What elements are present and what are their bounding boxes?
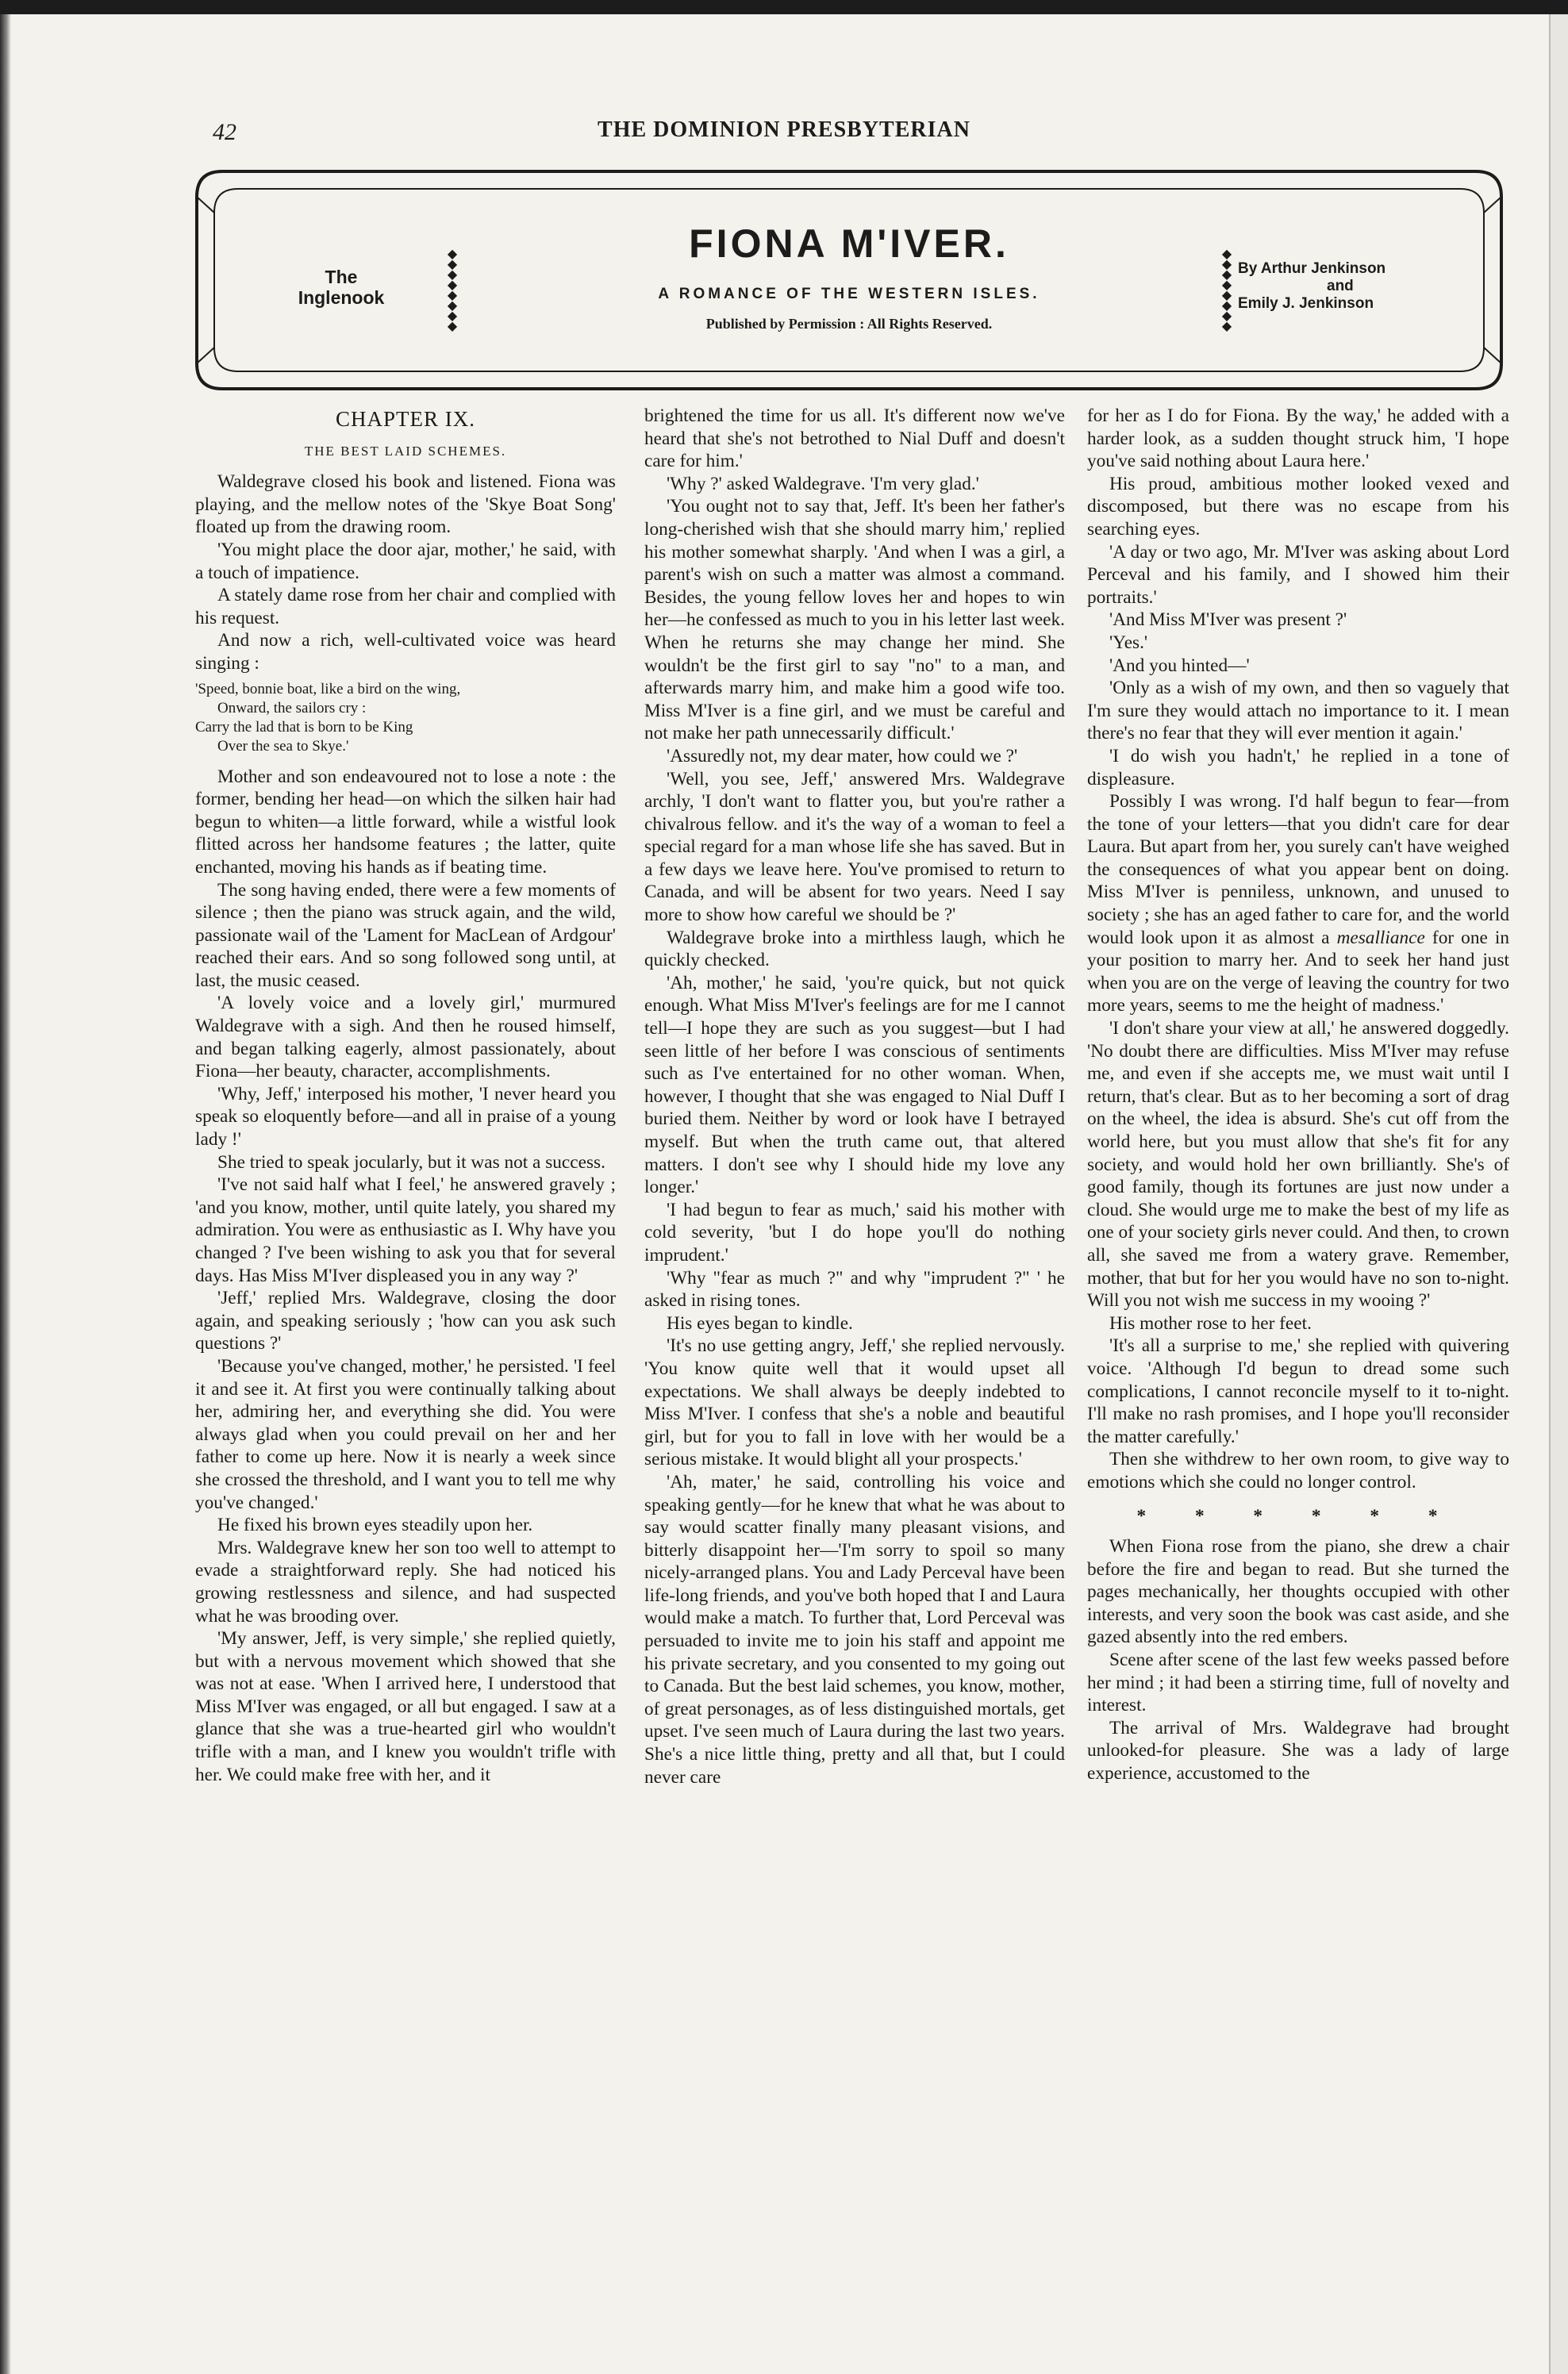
paragraph: 'Because you've changed, mother,' he persisted. 'I feel it and see it. At first you were continually talking about her, admiring her, and everything she did. You were always glad when you could prevail on her and her father to come up here. Now it is nearly a week since she crossed the threshold, and I want you to tell me why you've changed.' [195,1355,616,1513]
paragraph: She tried to speak jocularly, but it was not a success. [217,1151,605,1173]
scan-right-edge [1549,14,1568,2374]
story-title: FIONA M'IVER. [689,221,1009,266]
paragraph: 'I had begun to fear as much,' said his mother with cold severity, 'but I do hope you'll do nothing imprudent.' [644,1199,1065,1266]
ornament-dots-right: ◆ ◆ ◆ ◆ ◆ ◆ ◆ ◆ [1221,248,1232,333]
paragraph: 'Why, Jeff,' interposed his mother, 'I never heard you speak so eloquently before—and all in praise of a young lady !' [195,1083,616,1151]
paragraph: 'It's all a surprise to me,' she replied with quivering voice. 'Although I'd begun to dread some such complications, I cannot reconcile myself to it to-night. I'll make no rash promises, and I hope you'll reconsider the matter carefully.' [1087,1335,1509,1447]
paragraph: Mrs. Waldegrave knew her son too well to attempt to evade a straightforward reply. She had noticed his growing restlessness and silence, and had suspected what he was brooding over. [195,1537,616,1627]
chapter-heading: CHAPTER IX. [335,407,475,431]
paragraph: 'My answer, Jeff, is very simple,' she replied quietly, but with a nervous movement which showed that she was not at ease. 'When I arrived here, I understood that Miss M'Iver was engaged, or all but engaged. I saw at a glance that she was a true-hearted girl who wouldn't trifle with a man, and I knew you wouldn't trifle with her. We could make free with her, and it [195,1628,616,1785]
song-verse: 'Speed, bonnie boat, like a bird on the wing, Onward, the sailors cry : Carry the lad that is born to be King Over the sea to Skye.' [195,680,461,755]
paragraph: When Fiona rose from the piano, she drew a chair before the fire and began to read. But she turned the pages mechanically, her thoughts occupied with other interests, and very soon the book was cast aside, and she gazed absently into the red embers. [1087,1536,1509,1648]
paragraph: 'A lovely voice and a lovely girl,' murmured Waldegrave with a sigh. And then he roused himself, and began talking eagerly, almost passionately, about Fiona—her beauty, character, accomplishments. [195,993,616,1082]
story-banner [190,165,1508,395]
paragraph: 'A day or two ago, Mr. M'Iver was asking about Lord Perceval and his family, and I showed him their portraits.' [1087,541,1509,608]
paragraph: His mother rose to her feet. [1109,1312,1312,1334]
masthead: THE DOMINION PRESBYTERIAN [598,117,970,142]
paragraph: 'Ah, mater,' he said, controlling his voice and speaking gently—for he knew that what he was about to say would scatter finally many pleasant visions, and bitterly disappoint her—'I'm sorry to spoil so many nicely-arranged plans. You and Lady Perceval have been life-long friends, and you've both hoped that I and Laura would make a match. To further that, Lord Perceval was persuaded to invite me to join his staff and appoint me his private secretary, and you consented to my going out to Canada. But the best laid schemes, you know, mother, of great personages, as of less distinguished mortals, get upset. I've seen much of Laura during the last two years. She's a nice little thing, pretty and all that, but I could never care [644,1471,1065,1788]
paragraph: 'Jeff,' replied Mrs. Waldegrave, closing the door again, and speaking seriously ; 'how can you ask such questions ?' [195,1288,616,1354]
text-column-2 [644,405,1065,1788]
paragraph: 'Yes.' [1109,632,1148,653]
paragraph: 'You ought not to say that, Jeff. It's been her father's long-cherished wish that she should marry him,' replied his mother somewhat sharply. 'And when I was a girl, a parent's wish on such a matter was almost a command. Besides, the young fellow loves her and hopes to win her—he confessed as much to you in his letter last week. When he returns she may change her mind. She wouldn't be the first girl to say "no" to a man, and afterwards marry him, and make him a good wife too. Miss M'Iver is a fine girl, and we must be careful and not make her path unnecessarily difficult.' [644,496,1065,744]
paragraph: A stately dame rose from her chair and complied with his request. [195,585,616,628]
paragraph: And now a rich, well-cultivated voice was heard singing : [195,630,616,674]
paragraph: Waldegrave broke into a mirthless laugh, which he quickly checked. [644,927,1065,971]
paragraph: 'And you hinted—' [1109,655,1250,676]
paragraph: His eyes began to kindle. [667,1312,853,1334]
paragraph: 'And Miss M'Iver was present ?' [1109,609,1347,631]
paragraph: Waldegrave closed his book and listened. Fiona was playing, and the mellow notes of the 'Skye Boat Song' floated up from the drawing room. [195,471,616,538]
page-number: 42 [213,119,236,145]
paragraph: 'You might place the door ajar, mother,' he said, with a touch of impatience. [195,539,616,583]
paragraph: 'It's no use getting angry, Jeff,' she replied nervously. 'You know quite well that it would upset all expectations. We shall always be deeply indebted to Miss M'Iver. I confess that she's a noble and beautiful girl, but for you to fall in love with her would be a serious mistake. It would blight all your prospects.' [644,1335,1065,1470]
paragraph: Then she withdrew to her own room, to give way to emotions which she could no longer control. [1087,1449,1509,1492]
paragraph: brightened the time for us all. It's different now we've heard that she's not betrothed to Nial Duff and doesn't care for him.' [644,405,1065,472]
text-column-3 [1087,405,1509,1785]
section-label: The Inglenook [298,267,385,308]
scan-top-border [0,0,1568,14]
ornament-dots-left: ◆ ◆ ◆ ◆ ◆ ◆ ◆ ◆ [447,248,458,333]
text-column-1 [195,405,616,1786]
section-break-stars: * * * * * * [1136,1505,1460,1527]
paragraph: The arrival of Mrs. Waldegrave had brought unlooked-for pleasure. She was a lady of large experience, accustomed to the [1087,1717,1509,1784]
paragraph: 'I don't share your view at all,' he answered doggedly. 'No doubt there are difficulties. Miss M'Iver may refuse me, and even if she accepts me, we must wait until I return, that's clear. But as to her becoming a sort of drag on the wheel, the idea is absurd. She's cut off from the world here, but you must allow that she's fit for any society, and would hold her own brilliantly. She's of good family, though its fortunes are just now under a cloud. She would urge me to make the best of my life as one of your society girls never could. And then, to crown all, she saved me from a watery grave. Remember, mother, that but for her you would have no son to-night. Will you not wish me success in my wooing ?' [1087,1018,1509,1312]
paragraph: 'Well, you see, Jeff,' answered Mrs. Waldegrave archly, 'I don't want to flatter you, but you're rather a chivalrous fellow. and it's the way of a woman to feel a special regard for a man whose life she has saved. But in a few days we leave here. You've promised to return to Canada, and will be absent for two years. Need I say more to show how careful we should be ?' [644,768,1065,926]
permission-note: Published by Permission : All Rights Reserved. [705,316,993,332]
paragraph: 'Ah, mother,' he said, 'you're quick, but not quick enough. What Miss M'Iver's feelings are for me I cannot tell—I hope they are such as you suggest—but I had seen little of her before I was conscious of sentiments such as I've entertained for no other woman. When, however, I thought that she was engaged to Nial Duff I buried them. Neither by word or look have I betrayed myself. But when the truth came out, that altered matters. I don't see why I should hide my love any longer.' [644,972,1065,1198]
story-subtitle: A ROMANCE OF THE WESTERN ISLES. [658,286,1040,302]
paragraph: 'Assuredly not, my dear mater, how could we ?' [667,745,1018,766]
paragraph: Possibly I was wrong. I'd half begun to fear—from the tone of your letters—that you didn't care for dear Laura. But apart from her, you surely can't have weighed the consequences of what you appear bent on doing. Miss M'Iver is penniless, unknown, and unused to society ; she has an aged father to care for, and the world would look upon it as almost a mesalliance for one in your position to marry her. And to seek her hand just when you are on the verge of leaving the country for two more years, seems to me the height of madness.' [1087,791,1509,1016]
paragraph: 'Why "fear as much ?" and why "imprudent ?" ' he asked in rising tones. [644,1267,1065,1312]
author-byline: By Arthur Jenkinson and Emily J. Jenkinson [1238,260,1386,312]
paragraph: 'Only as a wish of my own, and then so vaguely that I'm sure they would attach no importance to it. I mean there's no fear that they will ever mention it again.' [1087,678,1509,744]
paragraph: His proud, ambitious mother looked vexed and discomposed, but there was no escape from his searching eyes. [1087,473,1509,540]
paragraph: Mother and son endeavoured not to lose a note : the former, bending her head—on which the silken hair had begun to whiten—a little forward, while a wistful look flitted across her handsome features ; the latter, quite enchanted, moving his hands as if beating time. [195,766,616,878]
paragraph: 'I do wish you hadn't,' he replied in a tone of displeasure. [1087,745,1509,789]
paragraph: 'I've not said half what I feel,' he answered gravely ; 'and you know, mother, until quite lately, you shared my admiration. You were as enthusiastic as I. Why have you changed ? I've been wishing to ask you that for several days. Has Miss M'Iver displeased you in any way ?' [195,1174,616,1286]
paragraph: He fixed his brown eyes steadily upon her. [217,1515,533,1536]
scan-left-shadow [0,14,11,2374]
paragraph: 'Why ?' asked Waldegrave. 'I'm very glad.' [667,473,979,494]
chapter-subheading: THE BEST LAID SCHEMES. [304,443,507,459]
paragraph: for her as I do for Fiona. By the way,' he added with a harder look, as a sudden thought struck him, 'I hope you've said nothing about Laura here.' [1087,405,1509,472]
paragraph: The song having ended, there were a few moments of silence ; then the piano was struck again, and the wild, passionate wail of the 'Lament for MacLean of Ardgour' reached their ears. And so song followed song until, at last, the music ceased. [195,879,616,991]
paragraph: Scene after scene of the last few weeks passed before her mind ; it had been a stirring time, full of novelty and interest. [1087,1650,1509,1716]
